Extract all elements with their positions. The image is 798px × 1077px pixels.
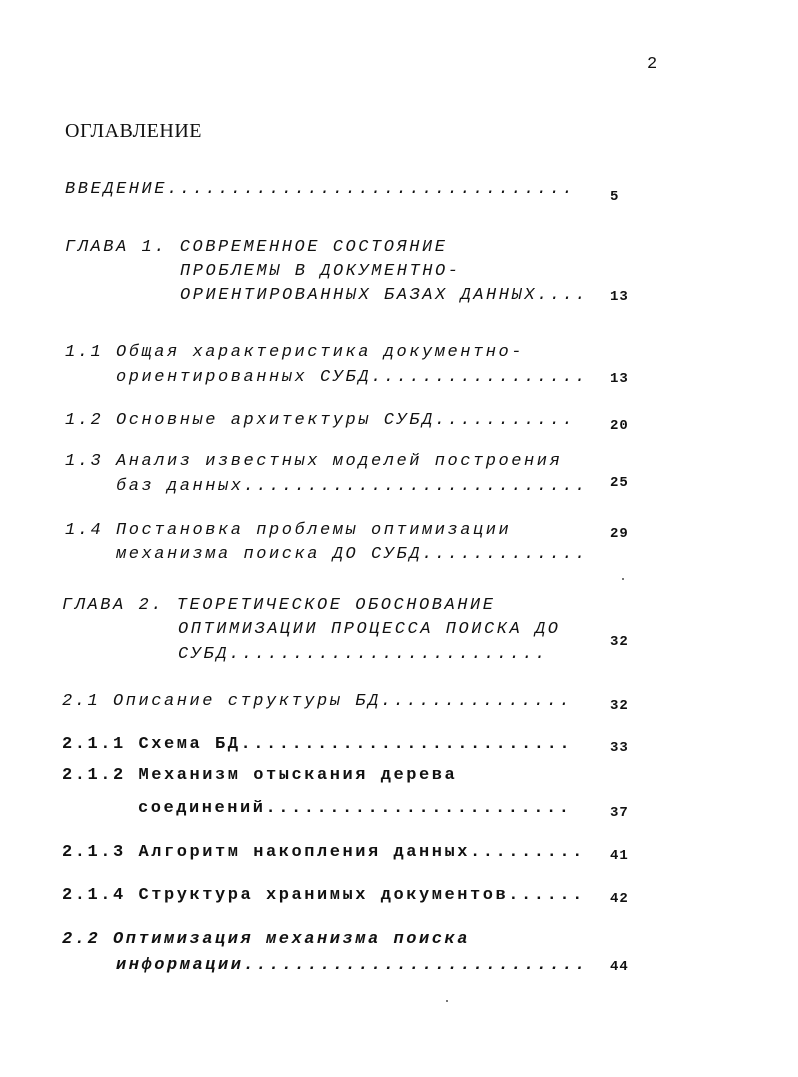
toc-entry-text: ВВЕДЕНИЕ................................ xyxy=(65,180,576,199)
toc-entry-text: 2.1.2 Механизм отыскания дерева xyxy=(62,766,458,785)
toc-page-number: 20 xyxy=(610,418,629,434)
toc-page-number: 32 xyxy=(610,698,629,714)
toc-entry-text: 1.3 Анализ известных моделей построения xyxy=(65,452,563,471)
toc-title: ОГЛАВЛЕНИЕ xyxy=(65,120,202,142)
toc-entry-text: ГЛАВА 2. ТЕОРЕТИЧЕСКОЕ ОБОСНОВАНИЕ xyxy=(62,596,496,615)
toc-entry-text: 1.4 Постановка проблемы оптимизации xyxy=(65,521,512,540)
toc-entry-text: 2.1.3 Алгоритм накопления данных......... xyxy=(62,843,585,862)
toc-entry-text: 2.2 Оптимизация механизма поиска xyxy=(62,930,471,949)
toc-page-number: 41 xyxy=(610,848,629,864)
toc-page-number: 29 xyxy=(610,526,629,542)
toc-page-number: 44 xyxy=(610,959,629,975)
toc-entry-text: баз данных........................... xyxy=(116,477,588,496)
toc-page-number: 37 xyxy=(610,805,629,821)
toc-entry-text: СУБД......................... xyxy=(178,645,548,664)
toc-entry-text: 2.1.4 Структура хранимых документов...... xyxy=(62,886,585,905)
toc-entry-text: 2.1.1 Схема БД.......................... xyxy=(62,735,573,754)
toc-page-number: 32 xyxy=(610,634,629,650)
toc-entry-text: соединений........................ xyxy=(138,799,572,818)
toc-entry-text: 2.1 Описание структуры БД............... xyxy=(62,692,573,711)
scan-speck xyxy=(446,1000,448,1002)
toc-entry-text: ОПТИМИЗАЦИИ ПРОЦЕССА ПОИСКА ДО xyxy=(178,620,561,639)
scan-speck xyxy=(622,578,624,580)
page-number: 2 xyxy=(647,55,658,74)
toc-entry-text: механизма поиска ДО СУБД............. xyxy=(116,545,588,564)
toc-entry-text: информации........................... xyxy=(116,956,588,975)
toc-page-number: 5 xyxy=(610,189,620,205)
toc-entry-text: ориентированных СУБД................. xyxy=(116,368,588,387)
toc-page-number: 33 xyxy=(610,740,629,756)
toc-entry-text: ГЛАВА 1. СОВРЕМЕННОЕ СОСТОЯНИЕ xyxy=(65,238,448,257)
toc-page-number: 25 xyxy=(610,475,629,491)
toc-entry-text: 1.2 Основные архитектуры СУБД........... xyxy=(65,411,576,430)
toc-entry-text: ПРОБЛЕМЫ В ДОКУМЕНТНО- xyxy=(180,262,461,281)
toc-page-number: 13 xyxy=(610,289,629,305)
toc-page-number: 42 xyxy=(610,891,629,907)
toc-page-number: 13 xyxy=(610,371,629,387)
toc-entry-text: ОРИЕНТИРОВАННЫХ БАЗАХ ДАННЫХ.... xyxy=(180,286,589,305)
toc-entry-text: 1.1 Общая характеристика документно- xyxy=(65,343,525,362)
